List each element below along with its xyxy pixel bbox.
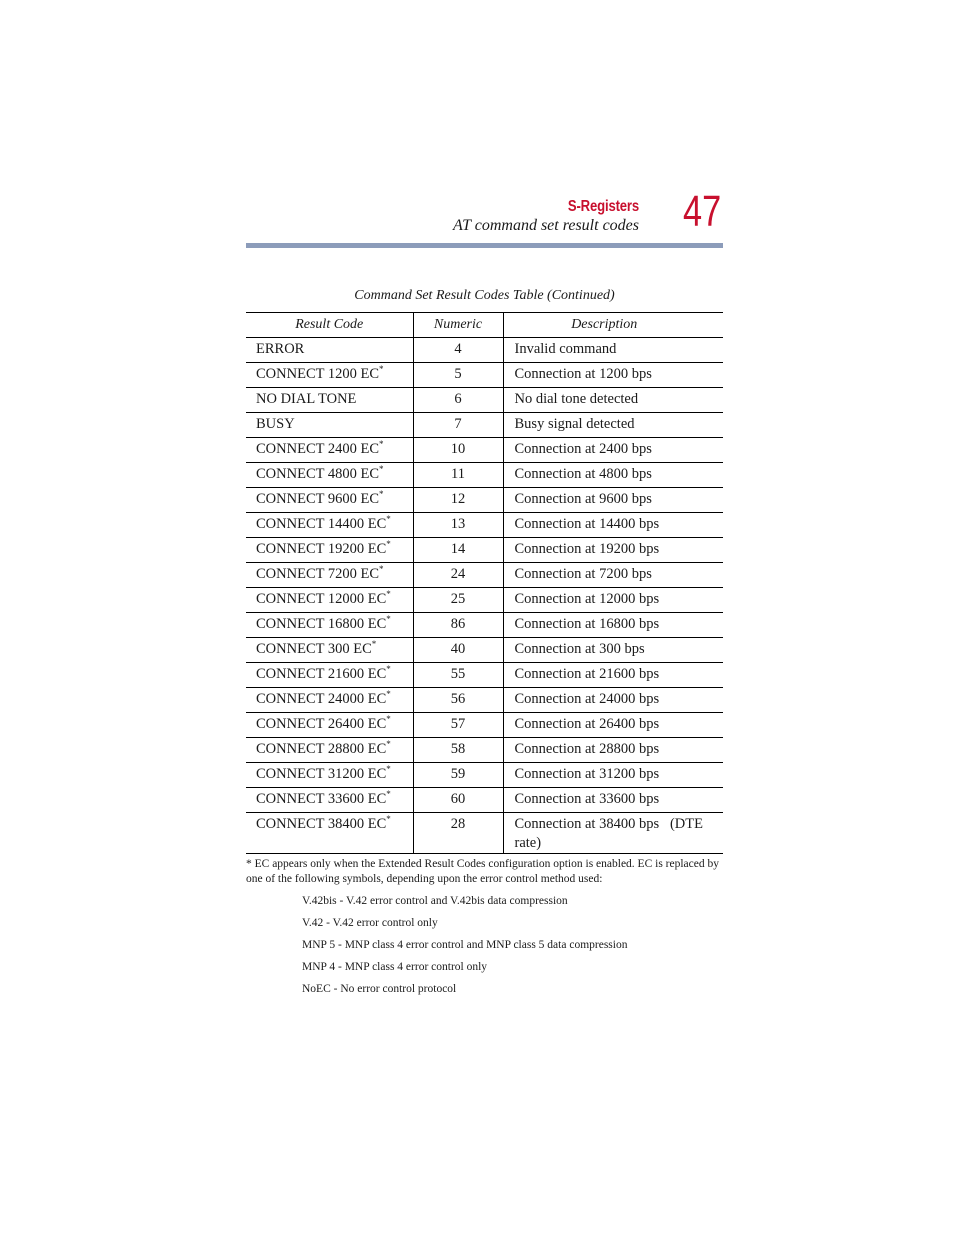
subsection-title: AT command set result codes [452,217,639,234]
result-code-cell [246,588,413,613]
footnote-marker: * [371,639,377,649]
ec-symbol-item: V.42 - V.42 error control only [302,917,438,929]
result-code-text: CONNECT 7200 EC [256,566,379,582]
result-code-text: CONNECT 28800 EC [256,741,387,757]
footnote-marker: * [386,739,391,749]
description-cell: Connection at 26400 bps [503,713,723,738]
numeric-cell: 4 [413,338,503,363]
table-row [246,613,723,638]
description-cell: Connection at 33600 bps [503,788,723,813]
numeric-cell: 28 [413,813,503,854]
result-code-text: CONNECT 21600 EC [256,666,387,682]
column-header-numeric: Numeric [413,313,503,338]
result-code-cell [246,463,413,488]
footnote-marker: * [379,439,384,449]
result-code-cell [246,363,413,388]
result-code-text: CONNECT 24000 EC [256,691,387,707]
table-row [246,563,723,588]
description-cell: Connection at 21600 bps [503,663,723,688]
numeric-cell: 59 [413,763,503,788]
footnote-marker: * [379,564,384,574]
numeric-cell: 12 [413,488,503,513]
result-code-cell [246,688,413,713]
numeric-cell: 86 [413,613,503,638]
table-row [246,588,723,613]
description-cell: Connection at 7200 bps [503,563,723,588]
numeric-cell: 55 [413,663,503,688]
table-row [246,438,723,463]
result-code-cell [246,788,413,813]
result-code-text: NO DIAL TONE [256,391,357,407]
table-row [246,713,723,738]
table-row [246,688,723,713]
footnote-marker: * [386,614,391,624]
result-code-text: CONNECT 38400 EC [256,816,387,832]
numeric-cell: 24 [413,563,503,588]
table-row [246,413,723,438]
ec-symbol-item: MNP 5 - MNP class 4 error control and MNP class 5 data compression [302,939,628,951]
result-code-text: CONNECT 9600 EC [256,491,379,507]
result-code-text: CONNECT 2400 EC [256,441,379,457]
table-row [246,363,723,388]
numeric-cell: 25 [413,588,503,613]
footnote-marker: * [386,589,391,599]
result-code-cell [246,813,413,854]
running-header [246,197,639,235]
description-cell: Busy signal detected [503,413,723,438]
footnote-marker: * [386,514,391,524]
description-cell: Connection at 2400 bps [503,438,723,463]
ec-symbol-list [302,892,627,1002]
table-row [246,513,723,538]
result-code-cell [246,763,413,788]
result-code-text: CONNECT 300 EC [256,641,372,657]
description-cell: Connection at 4800 bps [503,463,723,488]
table-row [246,338,723,363]
result-code-cell [246,713,413,738]
table-body [246,338,723,854]
footnote-marker: * [386,539,391,549]
numeric-cell: 58 [413,738,503,763]
numeric-cell: 7 [413,413,503,438]
description-cell: Connection at 16800 bps [503,613,723,638]
footnote-marker: * [386,764,391,774]
footnote: * EC appears only when the Extended Result Codes configuration option is enabled. EC is replaced by one of the following symbols, depending upon the error control method used: [246,858,719,885]
numeric-cell: 56 [413,688,503,713]
page-number: 47 [683,187,722,236]
result-code-cell [246,388,413,413]
ec-symbol-item: NoEC - No error control protocol [302,983,457,995]
description-cell: Invalid command [503,338,723,363]
result-code-text: CONNECT 4800 EC [256,466,379,482]
description-cell: Connection at 12000 bps [503,588,723,613]
result-code-text: CONNECT 19200 EC [256,541,387,557]
description-cell: Connection at 24000 bps [503,688,723,713]
footnote-marker: * [379,489,384,499]
result-code-cell [246,488,413,513]
description-cell: No dial tone detected [503,388,723,413]
result-code-cell [246,513,413,538]
description-cell: Connection at 28800 bps [503,738,723,763]
table-row [246,463,723,488]
result-code-cell [246,413,413,438]
table-row [246,388,723,413]
table-header-row [246,313,723,338]
result-code-text: CONNECT 12000 EC [256,591,387,607]
numeric-cell: 57 [413,713,503,738]
description-cell: Connection at 300 bps [503,638,723,663]
table-row [246,663,723,688]
footnote-marker: * [379,464,384,474]
description-cell: Connection at 19200 bps [503,538,723,563]
column-header-description: Description [503,313,723,338]
result-code-text: CONNECT 26400 EC [256,716,387,732]
result-code-cell [246,738,413,763]
header-divider [246,243,723,248]
result-code-text: CONNECT 31200 EC [256,766,387,782]
numeric-cell: 60 [413,788,503,813]
numeric-cell: 11 [413,463,503,488]
table-caption: Command Set Result Codes Table (Continued) [354,288,615,303]
table-row [246,788,723,813]
result-code-cell [246,613,413,638]
result-code-cell [246,638,413,663]
description-cell: Connection at 9600 bps [503,488,723,513]
result-code-cell [246,338,413,363]
description-cell: Connection at 1200 bps [503,363,723,388]
table-row [246,638,723,663]
numeric-cell: 13 [413,513,503,538]
ec-symbol-item: V.42bis - V.42 error control and V.42bis data compression [302,895,568,907]
ec-symbol-item: MNP 4 - MNP class 4 error control only [302,961,488,973]
table-row [246,488,723,513]
table-row [246,738,723,763]
footnote-marker: * [379,364,384,374]
result-codes-table [246,312,723,854]
result-code-text: CONNECT 33600 EC [256,791,387,807]
numeric-cell: 6 [413,388,503,413]
table-row [246,763,723,788]
numeric-cell: 40 [413,638,503,663]
description-cell: Connection at 38400 bps (DTE rate) [503,813,723,854]
footnote-marker: * [386,664,391,674]
result-code-cell [246,538,413,563]
result-code-text: CONNECT 1200 EC [256,366,379,382]
result-code-cell [246,563,413,588]
description-cell: Connection at 31200 bps [503,763,723,788]
numeric-cell: 10 [413,438,503,463]
result-code-text: BUSY [256,416,295,432]
result-code-text: CONNECT 14400 EC [256,516,387,532]
numeric-cell: 14 [413,538,503,563]
footnote-marker: * [386,789,391,799]
column-header-result-code: Result Code [246,313,413,338]
result-code-cell [246,663,413,688]
table-row [246,813,723,854]
description-cell: Connection at 14400 bps [503,513,723,538]
numeric-cell: 5 [413,363,503,388]
table-row [246,538,723,563]
footnote-marker: * [386,714,391,724]
footnote-marker: * [386,689,391,699]
result-code-text: CONNECT 16800 EC [256,616,387,632]
section-title: S-Registers [567,198,639,215]
result-code-text: ERROR [256,341,305,357]
result-code-cell [246,438,413,463]
footnote-marker: * [386,814,391,824]
